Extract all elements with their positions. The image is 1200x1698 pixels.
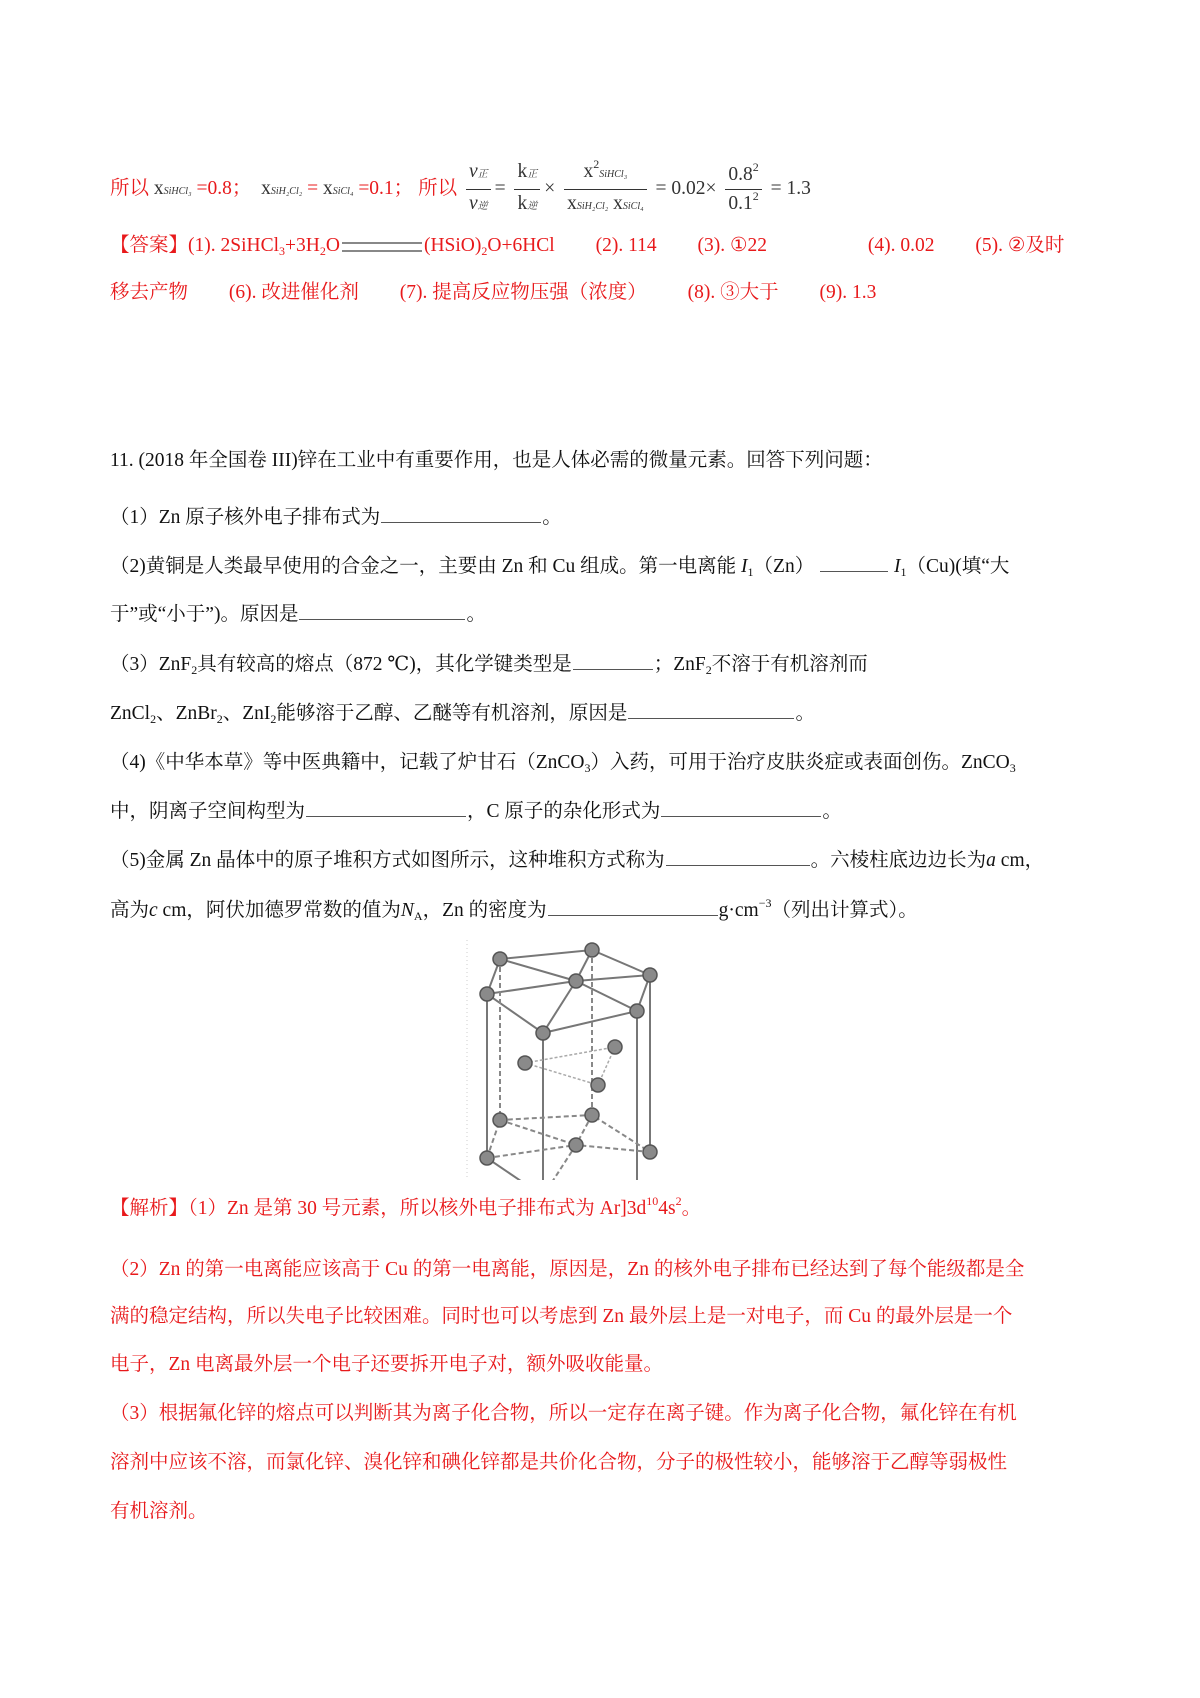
atom — [493, 1113, 507, 1127]
answer-2: (2). 114 — [595, 235, 657, 256]
atom — [480, 987, 494, 1001]
k-ratio-fraction: $\frac{\text{k正}}{\text{k逆}}$ — [514, 158, 540, 221]
answer-blank[interactable] — [548, 913, 718, 916]
answer-blank[interactable] — [661, 814, 821, 817]
atom — [585, 943, 599, 957]
question-part-2: （2)黄铜是人类最早使用的合金之一，主要由 Zn 和 Cu 组成。第一电离能 $I_1(Zn)$ $I_1(Cu)$(填“大 — [110, 556, 1010, 579]
formula-prefix-2: 所以 — [418, 177, 458, 199]
result-equals: = 0.02× — [655, 177, 717, 199]
analysis-part-3-line-3: 有机溶剂。 — [110, 1501, 208, 1522]
answer-6: (6). 改进催化剂 — [228, 282, 359, 303]
question-header: 11. (2018 年全国卷 III)锌在工业中有重要作用，也是人体必需的微量元素。回答下列问题： — [110, 450, 883, 471]
answer-5: (5). ②及时 — [975, 235, 1065, 256]
formula-line: 所以 xSiHCl₃ =0.8； xSiH₂Cl₂ = xSiCl₄ =0.1； 所以 $\frac{\text{ν正}}{\text{ν逆}}$ = $\frac{\text{k正}}{\text{k逆}}$ × $\frac{x^2SiHCl_3}{\text{xSiH₂Cl₂ xSiCl₄}}$ = 0.02× $\frac{0.8^2}{0.1^2}$ = 1.3 — [110, 158, 811, 228]
analysis-part-2-line-3: 电子，Zn 电离最外层一个电子还要拆开电子对，额外吸收能量。 — [110, 1354, 664, 1375]
analysis-part-3-line-1: （3）根据氟化锌的熔点可以判断其为离子化合物，所以一定存在离子键。作为离子化合物，氟化锌在有机 — [110, 1403, 1017, 1424]
numeric-fraction: $\frac{0.8^2}{0.1^2}$ — [725, 161, 761, 218]
answer-8: (8). ③大于 — [687, 282, 779, 303]
answer-line-2 — [110, 280, 876, 306]
question-part-2-cont: 于”或“小于”)。原因是 。 — [110, 604, 486, 625]
answer-blank[interactable] — [666, 863, 810, 866]
analysis-part-2-line-1: （2）Zn 的第一电离能应该高于 Cu 的第一电离能，原因是，Zn 的核外电子排布已经达到了每个能级都是全 — [110, 1259, 1025, 1280]
answer-5-cont: 移去产物 — [110, 282, 189, 303]
atom — [518, 1056, 532, 1070]
x3-subscript: SiCl₄ — [332, 185, 354, 197]
answer-1: (1). $2SiHCl_3+3H_2O$ $(HSiO)_2O+6HCl$ — [188, 235, 555, 258]
answer-blank[interactable] — [306, 814, 466, 817]
answer-3: (3). ①22 — [697, 235, 767, 256]
atom — [585, 1108, 599, 1122]
x1-value: =0.8； — [196, 177, 252, 199]
answer-blank[interactable] — [299, 617, 465, 620]
atom — [536, 1026, 550, 1040]
x3-value: =0.1； — [358, 177, 414, 199]
x-symbol: x — [322, 177, 333, 199]
question-part-4-cont: 中，阴离子空间构型为 ，C 原子的杂化形式为 。 — [110, 801, 842, 822]
reaction-equals-sign — [342, 242, 422, 252]
hcp-crystal-figure — [465, 940, 725, 1180]
atom — [569, 1138, 583, 1152]
formula-prefix: 所以 — [110, 177, 150, 199]
x1-subscript: SiHCl₃ — [163, 185, 192, 197]
analysis-part-1: 【解析】（1）Zn 是第 30 号元素，所以核外电子排布式为 $Ar]3d^{10}4s^2$。 — [110, 1194, 702, 1219]
analysis-part-3-line-2: 溶剂中应该不溶，而氯化锌、溴化锌和碘化锌都是共价化合物，分子的极性较小，能够溶于乙醇等弱极性 — [110, 1452, 1008, 1473]
answer-4: (4). 0.02 — [867, 235, 935, 256]
question-part-3: （3）ZnF$_2$具有较高的熔点（872 ℃)，其化学键类型是 ；ZnF$_2$不溶于有机溶剂而 — [110, 654, 868, 677]
x-symbol: x — [153, 177, 164, 199]
atom — [569, 974, 583, 988]
atom — [480, 1151, 494, 1165]
x-ratio-fraction: $\frac{x^2SiHCl_3}{\text{xSiH₂Cl₂ xSiCl₄}}$ — [564, 158, 646, 221]
atom — [591, 1078, 605, 1092]
atom — [643, 968, 657, 982]
answer-blank[interactable] — [628, 716, 794, 719]
answer-line-1 — [110, 233, 1064, 259]
question-part-4: （4)《中华本草》等中医典籍中，记载了炉甘石（ZnCO$_3$）入药，可用于治疗皮肤炎症或表面创伤。ZnCO$_3$ — [110, 752, 1016, 775]
answer-blank[interactable] — [381, 520, 541, 523]
atom — [493, 952, 507, 966]
analysis-label: 【解析】 — [110, 1198, 189, 1219]
answer-blank[interactable] — [820, 569, 888, 572]
answer-label: 【答案】 — [110, 235, 189, 256]
formula-result: = 1.3 — [770, 177, 811, 199]
rate-ratio-fraction: $\frac{\text{ν正}}{\text{ν逆}}$ — [466, 158, 491, 221]
answer-blank[interactable] — [573, 667, 653, 670]
atom — [643, 1145, 657, 1159]
atom — [630, 1004, 644, 1018]
answer-7: (7). 提高反应物压强（浓度） — [399, 282, 647, 303]
question-part-5: （5)金属 Zn 晶体中的原子堆积方式如图所示，这种堆积方式称为 。六棱柱底边边长为a cm， — [110, 850, 1045, 871]
x2-subscript: SiH₂Cl₂ — [270, 185, 303, 197]
question-part-3-cont: ZnCl$_2$、ZnBr$_2$、ZnI$_2$能够溶于乙醇、乙醚等有机溶剂，原因是 。 — [110, 703, 815, 726]
equals: = — [307, 177, 319, 199]
answer-9: (9). 1.3 — [819, 282, 877, 303]
question-part-1: （1）Zn 原子核外电子排布式为 。 — [110, 507, 562, 528]
question-part-5-cont: 高为c cm，阿伏加德罗常数的值为$N_A$，Zn 的密度为 $g\cdot cm^{-3}$（列出计算式）。 — [110, 896, 918, 923]
analysis-part-2-line-2: 满的稳定结构，所以失电子比较困难。同时也可以考虑到 Zn 最外层上是一对电子，而 Cu 的最外层是一个 — [110, 1306, 1013, 1327]
atom — [608, 1040, 622, 1054]
x-symbol: x — [256, 177, 271, 199]
